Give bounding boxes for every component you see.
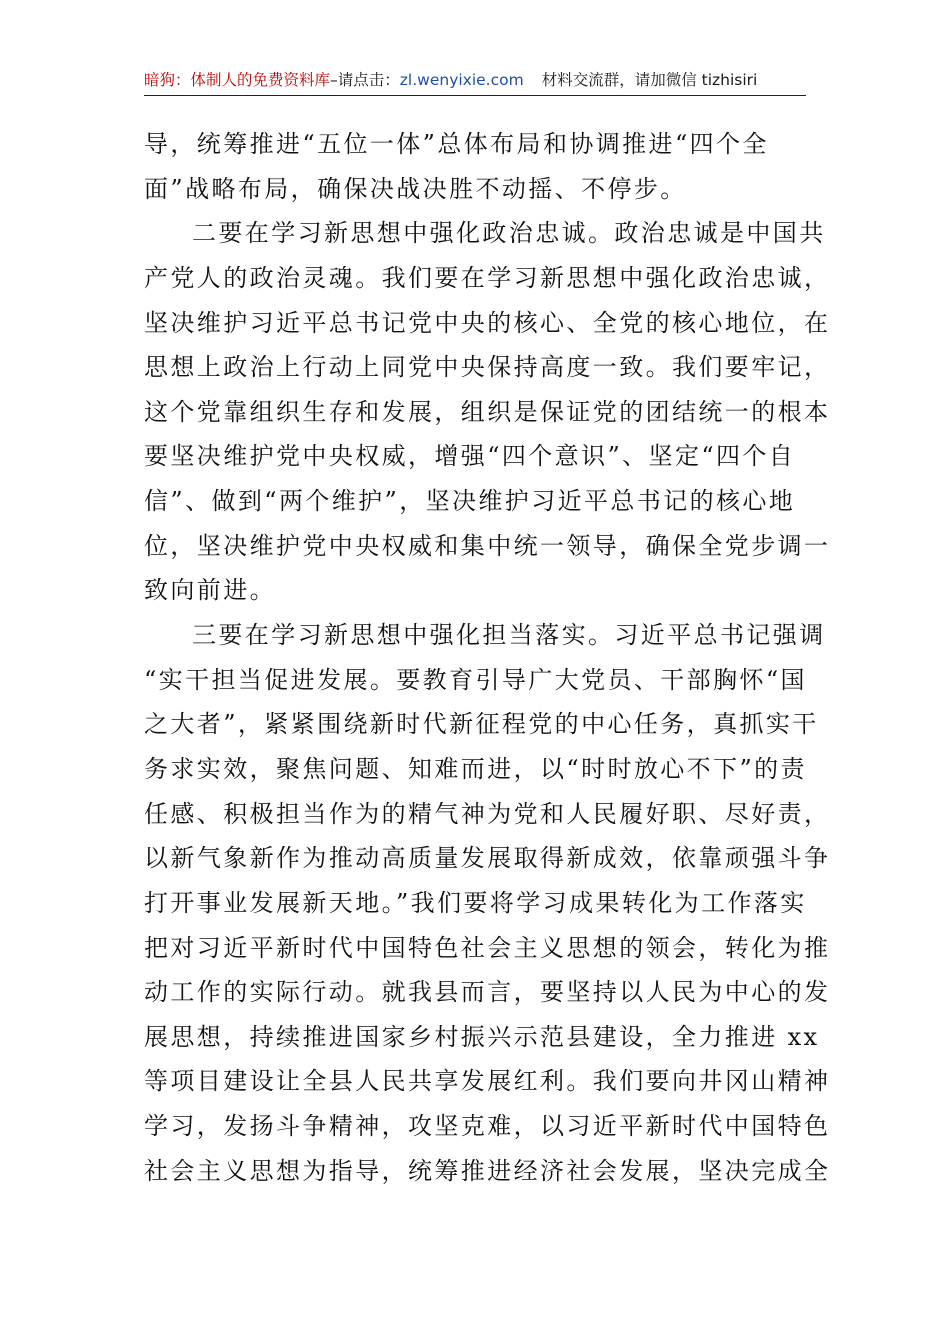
text-line: 导，统筹推进“五位一体”总体布局和协调推进“四个全: [144, 130, 769, 158]
header-divider: [144, 95, 806, 96]
text-line: 把对习近平新时代中国特色社会主义思想的领会，转化为推: [144, 933, 831, 962]
text-line: 务求实效，聚焦问题、知难而进，以“时时放心不下”的责: [144, 754, 807, 783]
text-line: 坚决维护习近平总书记党中央的核心、全党的核心地位，在: [144, 308, 831, 337]
text-line: 等项目建设让全县人民共享发展红利。我们要向井冈山精神: [144, 1067, 831, 1096]
text-line: 三要在学习新思想中强化担当落实。习近平总书记强调: [192, 621, 826, 650]
text-line: “实干担当促进发展。要教育引导广大党员、干部胸怀“国: [144, 665, 807, 694]
text-line: 位，坚决维护党中央权威和集中统一领导，确保全党步调一: [144, 531, 831, 560]
text-line: 展思想，持续推进国家乡村振兴示范县建设，全力推进 xx: [144, 1022, 820, 1051]
text-line: 思想上政治上行动上同党中央保持高度一致。我们要牢记，: [144, 353, 831, 382]
header-contact: 材料交流群，请加微信 tizhisiri: [541, 71, 758, 89]
text-line: 动工作的实际行动。就我县而言，要坚持以人民为中心的发: [144, 978, 831, 1007]
text-line: 产党人的政治灵魂。我们要在学习新思想中强化政治忠诚，: [144, 263, 831, 292]
document-body: [144, 122, 831, 1193]
header-link[interactable]: zl.wenyixie.com: [399, 71, 524, 89]
text-line: 信”、做到“两个维护”，坚决维护习近平总书记的核心地: [144, 487, 796, 516]
header-prompt: –请点击：: [330, 71, 400, 89]
text-line: 社会主义思想为指导，统筹推进经济社会发展，坚决完成全: [144, 1156, 831, 1185]
text-line: 致向前进。: [144, 576, 276, 605]
header-brand: 暗狗：体制人的免费资料库: [144, 71, 331, 89]
text-line: 要坚决维护党中央权威，增强“四个意识”、坚定“四个自: [144, 442, 796, 471]
text-line: 打开事业发展新天地。”我们要将学习成果转化为工作落实: [144, 888, 807, 917]
text-line: 二要在学习新思想中强化政治忠诚。政治忠诚是中国共: [192, 219, 826, 248]
text-line: 之大者”，紧紧围绕新时代新征程党的中心任务，真抓实干: [144, 710, 819, 739]
text-line: 面”战略布局，确保决战决胜不动摇、不停步。: [144, 174, 687, 203]
text-line: 学习，发扬斗争精神，攻坚克难，以习近平新时代中国特色: [144, 1112, 831, 1141]
text-line: 这个党靠组织生存和发展，组织是保证党的团结统一的根本: [144, 397, 831, 426]
text-line: 任感、积极担当作为的精气神为党和人民履好职、尽好责，: [144, 799, 831, 828]
text-line: 以新气象新作为推动高质量发展取得新成效，依靠顽强斗争: [144, 844, 831, 873]
page-header: [144, 66, 806, 94]
